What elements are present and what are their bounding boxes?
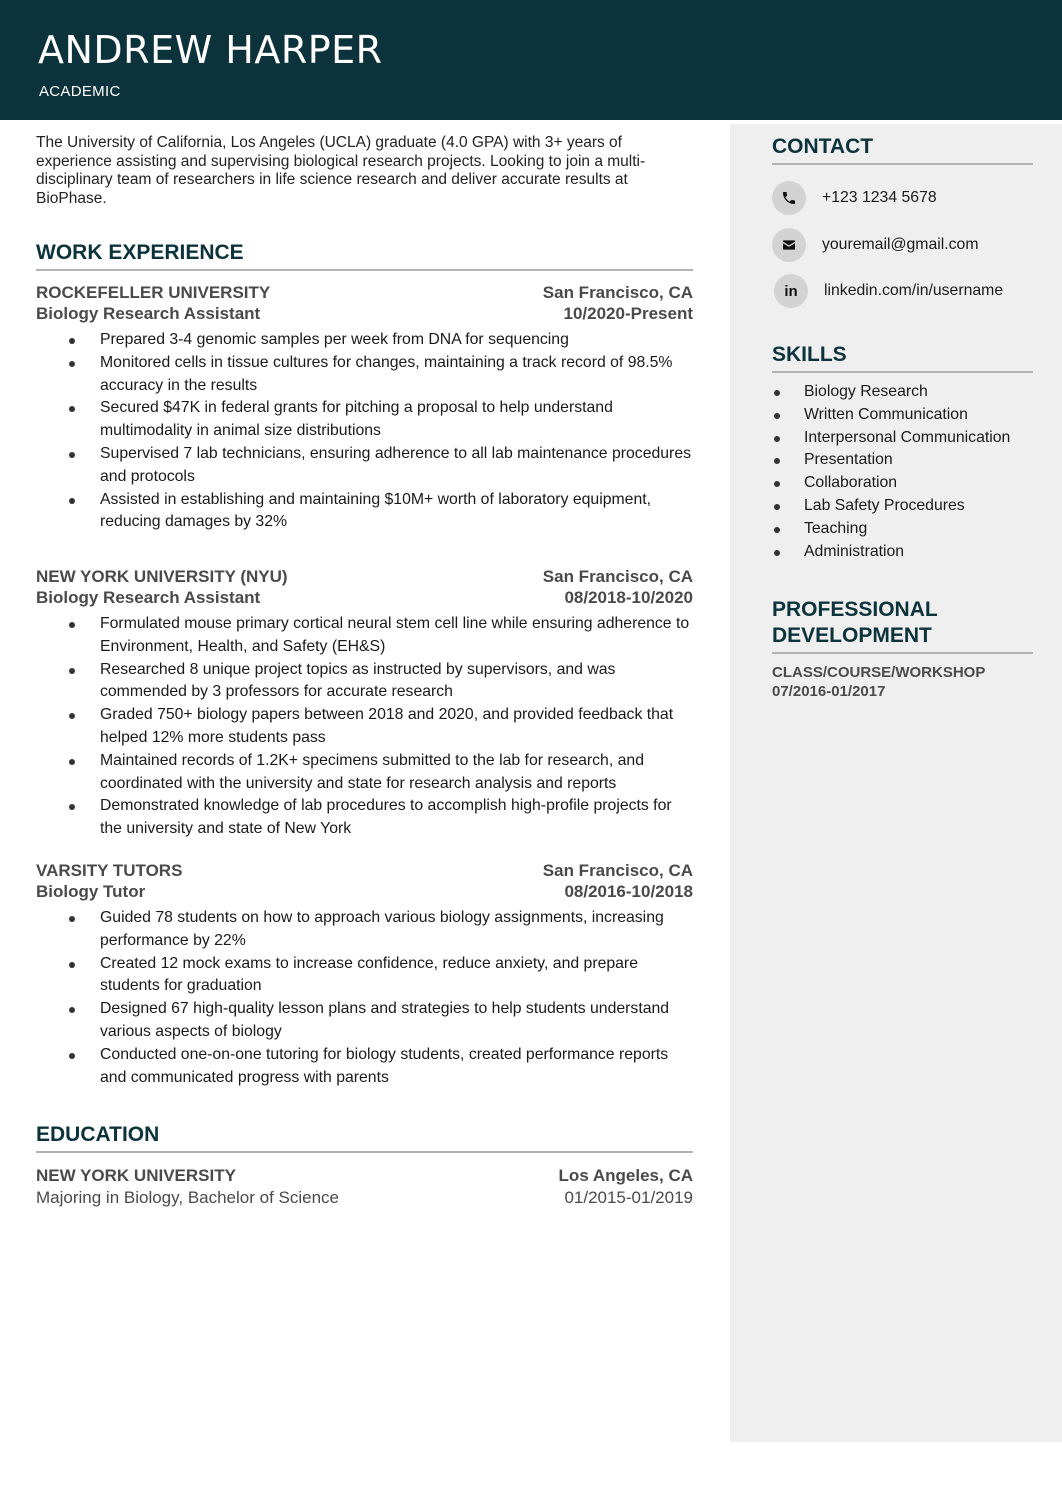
job-subheader-row [36, 587, 693, 608]
job-position: Biology Research Assistant [36, 304, 261, 323]
list-item: Demonstrated knowledge of lab procedures to accomplish high-profile projects for the university and state of New York [36, 795, 693, 841]
professional-development-section [772, 597, 1033, 701]
list-item: Researched 8 unique project topics as instructed by supervisors, and was commended by 3 professors for accurate research [36, 659, 693, 705]
job-entry [36, 860, 693, 1089]
job-position: Biology Tutor [36, 882, 146, 901]
contact-linkedin [774, 274, 1003, 308]
skill-item: Collaboration [772, 472, 1033, 495]
job-position: Biology Research Assistant [36, 588, 261, 607]
education-degree: Majoring in Biology, Bachelor of Science [36, 1188, 340, 1207]
phone-number: +123 1234 5678 [822, 189, 937, 206]
education-school: NEW YORK UNIVERSITY [36, 1166, 236, 1185]
list-item: Prepared 3-4 genomic samples per week from DNA for sequencing [36, 329, 693, 352]
candidate-role: ACADEMIC [39, 83, 121, 100]
job-dates: 10/2020-Present [563, 304, 693, 323]
list-item: Guided 78 students on how to approach various biology assignments, increasing performance by 22% [36, 907, 693, 953]
list-item: Conducted one-on-one tutoring for biology students, created performance reports and communicated progress with parents [36, 1044, 693, 1090]
contact-section [772, 134, 1033, 165]
education-subheader-row [36, 1187, 693, 1208]
contact-email [772, 228, 979, 262]
job-company: ROCKEFELLER UNIVERSITY [36, 283, 271, 302]
candidate-name: ANDREW HARPER [38, 28, 383, 72]
section-title-work-experience: WORK EXPERIENCE [36, 240, 693, 271]
list-item: Monitored cells in tissue cultures for changes, maintaining a track record of 98.5% accuracy in the results [36, 352, 693, 398]
skill-item: Written Communication [772, 404, 1033, 427]
section-title-contact: CONTACT [772, 134, 1033, 165]
job-header-row [36, 566, 693, 587]
section-title-line: DEVELOPMENT [772, 624, 932, 647]
profile-summary: The University of California, Los Angeles (UCLA) graduate (4.0 GPA) with 3+ years of experience assisting and supervising biological research projects. Looking to join a multi-disciplinary team of researchers in life science research and deliver accurate results at BioPhase. [36, 134, 646, 208]
pd-course: CLASS/COURSE/WORKSHOP [772, 664, 986, 681]
list-item: Created 12 mock exams to increase confidence, reduce anxiety, and prepare students for graduation [36, 953, 693, 999]
job-entry [36, 282, 693, 534]
job-location: San Francisco, CA [542, 567, 693, 586]
linkedin-url: linkedin.com/in/username [824, 282, 1004, 299]
section-title-skills: SKILLS [772, 342, 1033, 373]
skill-item: Interpersonal Communication [772, 427, 1033, 450]
job-bullets [36, 329, 693, 534]
email-address: youremail@gmail.com [822, 236, 979, 253]
job-bullets [36, 613, 693, 841]
section-title-line: PROFESSIONAL [772, 598, 938, 621]
linkedin-icon: in [774, 274, 808, 308]
contact-phone [772, 181, 937, 215]
list-item: Assisted in establishing and maintaining $10M+ worth of laboratory equipment, reducing damages by 32% [36, 489, 693, 535]
list-item: Graded 750+ biology papers between 2018 and 2020, and provided feedback that helped 12% more students pass [36, 704, 693, 750]
job-dates: 08/2016-10/2018 [564, 882, 693, 901]
job-location: San Francisco, CA [542, 283, 693, 302]
education-header-row [36, 1165, 693, 1186]
list-item: Designed 67 high-quality lesson plans and strategies to help students understand various aspects of biology [36, 998, 693, 1044]
education-dates: 01/2015-01/2019 [564, 1188, 693, 1207]
job-company: NEW YORK UNIVERSITY (NYU) [36, 567, 288, 586]
main-column [36, 134, 693, 209]
skill-item: Administration [772, 541, 1033, 564]
skills-section [772, 342, 1033, 563]
phone-icon [772, 181, 806, 215]
section-title-education: EDUCATION [36, 1122, 693, 1153]
job-bullets [36, 907, 693, 1089]
resume-header [0, 0, 1062, 120]
list-item: Formulated mouse primary cortical neural stem cell line while ensuring adherence to Environment, Health, and Safety (EH&S) [36, 613, 693, 659]
sidebar-panel [730, 124, 1062, 1442]
education-location: Los Angeles, CA [558, 1166, 693, 1185]
list-item: Secured $47K in federal grants for pitching a proposal to help understand multimodality in animal size distributions [36, 397, 693, 443]
skill-item: Lab Safety Procedures [772, 495, 1033, 518]
pd-dates: 07/2016-01/2017 [772, 683, 886, 700]
skill-item: Presentation [772, 449, 1033, 472]
job-subheader-row [36, 303, 693, 324]
work-experience-section [36, 240, 693, 271]
job-header-row [36, 860, 693, 881]
list-item: Supervised 7 lab technicians, ensuring adherence to all lab maintenance procedures and protocols [36, 443, 693, 489]
job-company: VARSITY TUTORS [36, 861, 183, 880]
skill-item: Biology Research [772, 381, 1033, 404]
job-header-row [36, 282, 693, 303]
skill-item: Teaching [772, 518, 1033, 541]
education-section [36, 1122, 693, 1208]
job-subheader-row [36, 881, 693, 902]
skills-list [772, 381, 1033, 563]
job-entry [36, 566, 693, 841]
list-item: Maintained records of 1.2K+ specimens submitted to the lab for research, and coordinated with the university and state for research analysis and reports [36, 750, 693, 796]
section-title-professional-development [772, 597, 1033, 654]
email-icon [772, 228, 806, 262]
job-dates: 08/2018-10/2020 [564, 588, 693, 607]
job-location: San Francisco, CA [542, 861, 693, 880]
